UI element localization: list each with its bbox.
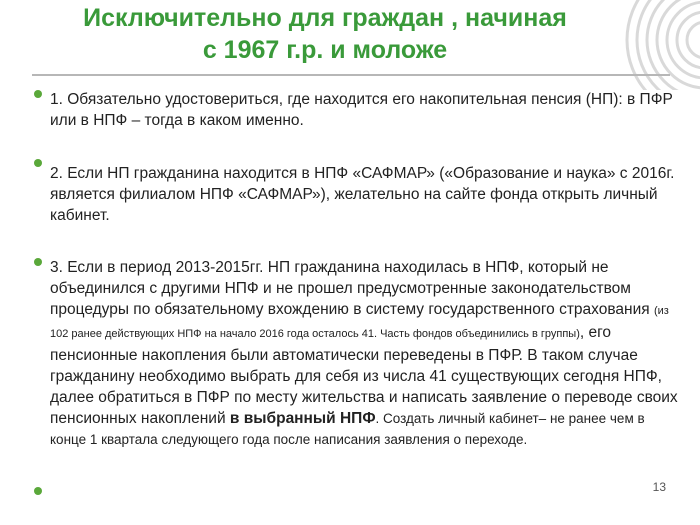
list-item-1: 1. Обязательно удостовериться, где находится его накопительная пенсия (НП): в ПФР или в НПФ – тогда в каком именно. [50,91,673,129]
list-item-3-part1: 3. Если в период 2013-2015гг. НП гражданина находилась в НПФ, который не объединился с другими НПФ и не прошел предусмотренные законодательством процедуры по обязательному вхождению в систему государственного страхования [50,259,654,318]
slide-title [40,2,610,66]
list-item-3-emphasis: в выбранный НПФ [229,410,376,427]
bullet-icon [34,258,42,266]
title-divider [32,74,670,76]
bullet-icon [34,159,42,167]
list-item-3-part3: , его пенсионные накопления были автоматически переведены в ПФР. В таком случае гражданину необходимо выбрать для себя из числа 41 существующих сегодня НПФ, далее обратиться в ПФР по месту жительства и написать заявление о переводе своих пенсионных накоплений [50,324,678,427]
bullet-icon [34,487,42,495]
page-number: 13 [652,480,666,494]
title-line-1: Исключительно для граждан , начиная [83,4,567,32]
list-item-3-part5: . Создать личный кабинет– не ранее чем в конце 1 квартала следующего года после написания заявления о переходе. [50,411,645,447]
bullet-icon [34,90,42,98]
list-item-3-note: (из 102 ранее действующих НПФ на начало 2016 года осталось 41. Часть фондов объединились в группы) [50,305,669,340]
list-item-2: 2. Если НП гражданина находится в НПФ «САФМАР» («Образование и наука» с 2016г. является филиалом НПФ «САФМАР»), желательно на сайте фонда открыть личный кабинет. [50,165,675,224]
list-item-3 [50,257,680,450]
title-line-2: с 1967 г.р. и моложе [202,36,448,64]
